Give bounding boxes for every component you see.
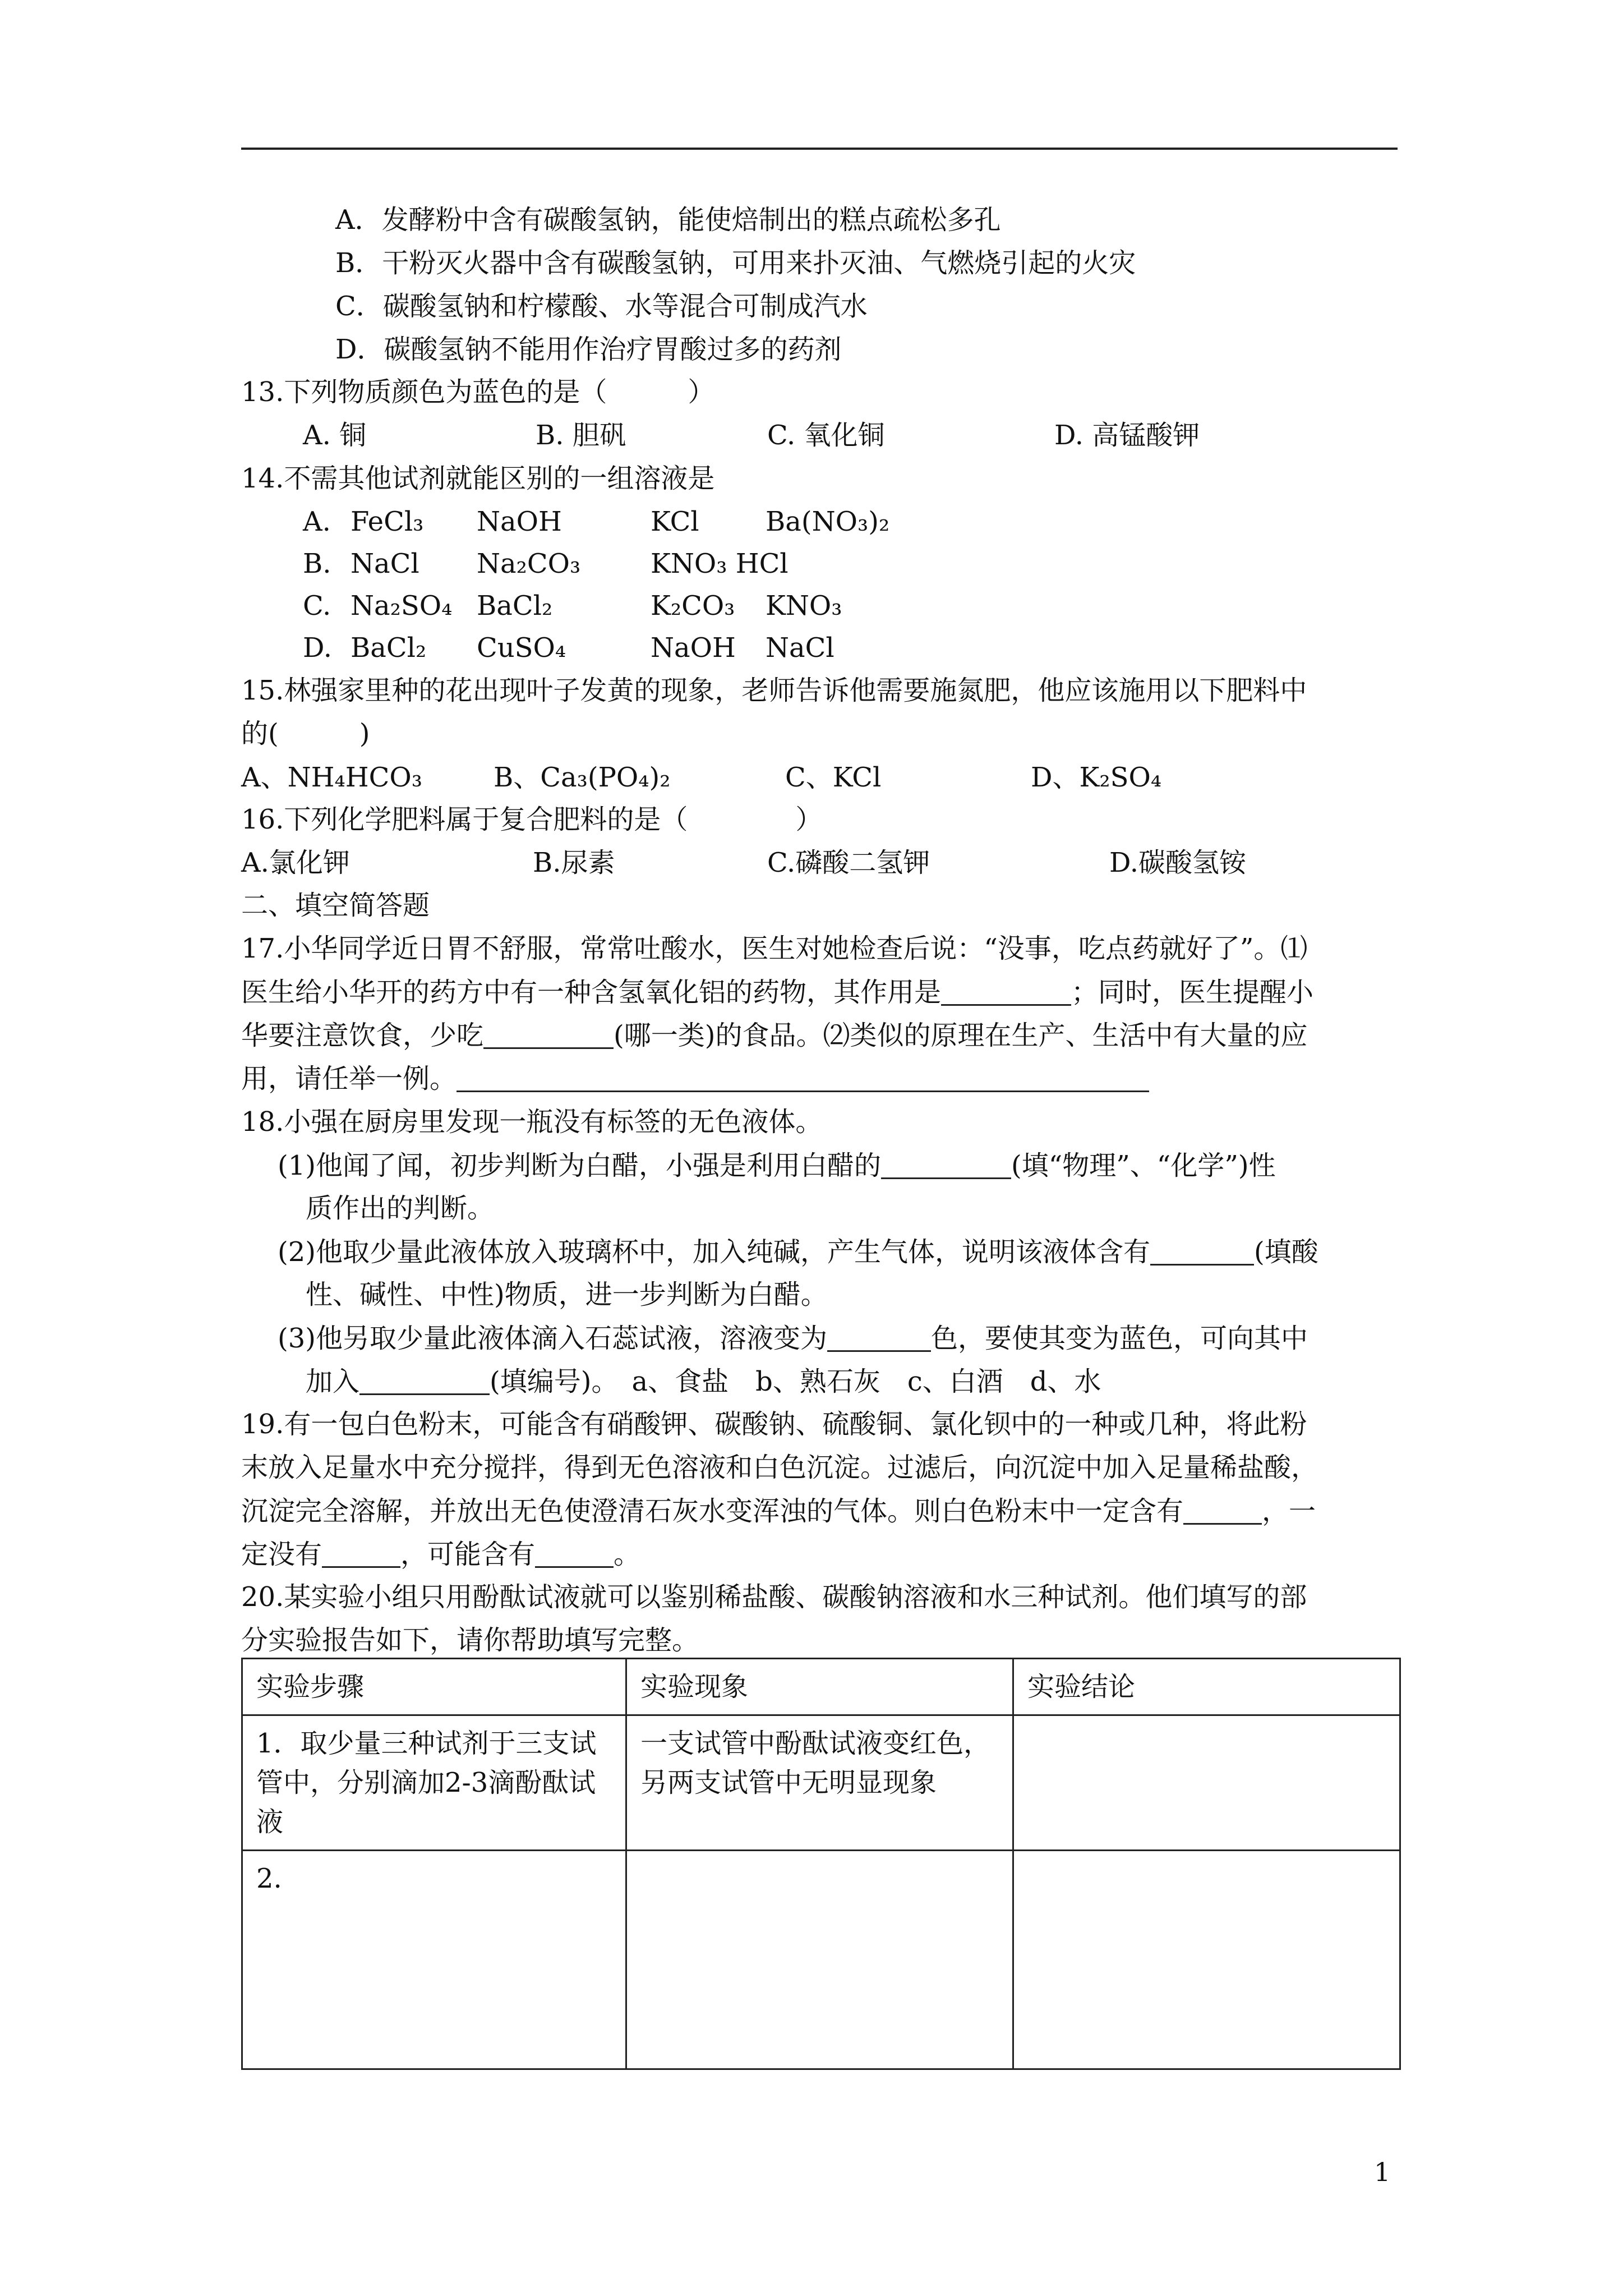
- q18-part3-cont: [306, 1368, 1101, 1395]
- q20-line1: 20.某实验小组只用酚酞试液就可以鉴别稀盐酸、碳酸钠溶液和水三种试剂。他们填写的部: [241, 1581, 1307, 1613]
- q14-row-a-item: KCl: [651, 506, 699, 537]
- table-cell[interactable]: [1013, 1851, 1400, 2069]
- q18-text: (3)他另取少量此液体滴入石蕊试液，溶液变为: [278, 1323, 827, 1354]
- experiment-report-table: [241, 1658, 1401, 2070]
- q14-row-a-item: Ba(NO₃)₂: [766, 506, 890, 537]
- q18-text: 加入: [306, 1366, 360, 1397]
- q14-row-b-label: B.: [303, 548, 331, 579]
- q16-stem: 16.下列化学肥料属于复合肥料的是（ ）: [241, 804, 823, 835]
- q12-option-a: A．发酵粉中含有碳酸氢钠，能使焙制出的糕点疏松多孔: [335, 204, 1001, 236]
- q18-part2-cont: 性、碱性、中性)物质，进一步判断为白醋。: [306, 1279, 828, 1310]
- q14-row-d-item: NaCl: [766, 632, 834, 664]
- answer-blank[interactable]: [827, 1324, 931, 1352]
- q20-line2: 分实验报告如下，请你帮助填写完整。: [241, 1625, 699, 1656]
- q19-text: ，可能含有: [400, 1539, 536, 1570]
- table-header-cell: 实验步骤: [242, 1659, 626, 1715]
- answer-blank[interactable]: [881, 1152, 1011, 1179]
- q14-row-c-item: Na₂SO₄: [351, 590, 453, 622]
- q14-stem: 14.不需其他试剂就能区别的一组溶液是: [241, 463, 715, 494]
- q14-row-c-item: K₂CO₃: [651, 590, 735, 622]
- q15-option-c: C、KCl: [785, 762, 882, 793]
- q15-option-a: A、NH₄HCO₃: [241, 762, 422, 793]
- answer-blank[interactable]: [457, 1065, 1149, 1092]
- table-row: [242, 1851, 1400, 2069]
- q19-line1: 19.有一包白色粉末，可能含有硝酸钾、碳酸钠、硫酸铜、氯化钡中的一种或几种，将此粉: [241, 1409, 1307, 1440]
- q17-text: 华要注意饮食，少吃: [241, 1020, 484, 1051]
- q19-text: 定没有: [241, 1539, 322, 1570]
- table-cell: 1．取少量三种试剂于三支试管中，分别滴加2-3滴酚酞试液: [242, 1715, 626, 1851]
- q16-option-b: B.尿素: [533, 847, 615, 878]
- q19-line3: [241, 1497, 1316, 1525]
- q13-option-b: B. 胆矾: [536, 420, 626, 451]
- q14-row-b-item: KNO₃ HCl: [651, 548, 789, 579]
- q13-stem: 13.下列物质颜色为蓝色的是（ ）: [241, 376, 715, 408]
- q17-text: ；同时，医生提醒小: [1071, 977, 1314, 1008]
- table-cell[interactable]: [1013, 1715, 1400, 1851]
- q14-row-d-item: CuSO₄: [477, 632, 566, 664]
- q15-option-b: B、Ca₃(PO₄)₂: [494, 762, 671, 793]
- q13-option-c: C. 氧化铜: [767, 420, 885, 451]
- table-row: [242, 1715, 1400, 1851]
- q18-part1-cont: 质作出的判断。: [306, 1193, 495, 1224]
- q15-stem-line1: 15.林强家里种的花出现叶子发黄的现象，老师告诉他需要施氮肥，他应该施用以下肥料中: [241, 675, 1307, 706]
- q18-text: (1)他闻了闻，初步判断为白醋，小强是利用白醋的: [278, 1150, 881, 1181]
- q18-part1: [278, 1152, 1276, 1179]
- q18-part2: [278, 1238, 1318, 1266]
- q14-row-d-label: D.: [303, 632, 333, 664]
- q14-row-a-item: NaOH: [477, 506, 562, 537]
- table-cell[interactable]: 2.: [242, 1851, 626, 2069]
- q17-line4: [241, 1065, 1149, 1092]
- answer-blank[interactable]: [1150, 1238, 1254, 1266]
- q18-text: (填酸: [1254, 1236, 1318, 1268]
- q17-text: 医生给小华开的药方中有一种含氢氧化铝的药物，其作用是: [241, 977, 942, 1008]
- q18-text: 色，要使其变为蓝色，可向其中: [931, 1323, 1308, 1354]
- q16-option-a: A.氯化钾: [241, 847, 350, 878]
- table-header-cell: 实验现象: [626, 1659, 1013, 1715]
- q19-text: ，一: [1262, 1496, 1316, 1527]
- q15-stem-line2: 的( ): [241, 718, 370, 749]
- q18-part3: [278, 1324, 1308, 1352]
- q12-option-c: C．碳酸氢钠和柠檬酸、水等混合可制成汽水: [335, 291, 868, 322]
- q18-text: (填编号)。 a、食盐 b、熟石灰 c、白酒 d、水: [490, 1366, 1101, 1397]
- q17-line1: 17.小华同学近日胃不舒服，常常吐酸水，医生对她检查后说：“没事，吃点药就好了”。⑴: [241, 933, 1308, 964]
- table-cell: 一支试管中酚酞试液变红色，另两支试管中无明显现象: [626, 1715, 1013, 1851]
- q14-row-a-item: FeCl₃: [351, 506, 424, 537]
- q13-option-d: D. 高锰酸钾: [1054, 420, 1200, 451]
- q16-option-d: D.碳酸氢铵: [1109, 847, 1247, 878]
- answer-blank[interactable]: [1183, 1497, 1262, 1525]
- q15-option-d: D、K₂SO₄: [1031, 762, 1162, 793]
- table-header-cell: 实验结论: [1013, 1659, 1400, 1715]
- q19-text: 沉淀完全溶解，并放出无色使澄清石灰水变浑浊的气体。则白色粉末中一定含有: [241, 1496, 1184, 1527]
- q13-option-a: A. 铜: [303, 420, 367, 451]
- answer-blank[interactable]: [359, 1368, 490, 1395]
- q12-option-d: D．碳酸氢钠不能用作治疗胃酸过多的药剂: [335, 334, 842, 365]
- q14-row-c-item: KNO₃: [766, 590, 842, 622]
- section-title: 二、填空简答题: [241, 890, 430, 921]
- answer-blank[interactable]: [483, 1022, 614, 1049]
- table-header-row: [242, 1659, 1400, 1715]
- q18-text: (2)他取少量此液体放入玻璃杯中，加入纯碱，产生气体，说明该液体含有: [278, 1236, 1150, 1268]
- q19-text: 。: [614, 1539, 641, 1570]
- answer-blank[interactable]: [322, 1540, 400, 1568]
- q19-line4: [241, 1540, 640, 1568]
- table-cell[interactable]: [626, 1851, 1013, 2069]
- answer-blank[interactable]: [535, 1540, 614, 1568]
- q14-row-c-label: C.: [303, 590, 331, 622]
- q18-stem: 18.小强在厨房里发现一瓶没有标签的无色液体。: [241, 1106, 823, 1138]
- q14-row-a-label: A.: [303, 506, 331, 537]
- q18-text: (填“物理”、“化学”)性: [1011, 1150, 1276, 1181]
- q17-line2: [241, 978, 1313, 1006]
- q16-option-c: C.磷酸二氢钾: [767, 847, 930, 878]
- q17-text: (哪一类)的食品。⑵类似的原理在生产、生活中有大量的应: [614, 1020, 1308, 1051]
- header-rule: [241, 148, 1398, 150]
- answer-blank[interactable]: [941, 978, 1071, 1006]
- q14-row-c-item: BaCl₂: [477, 590, 553, 622]
- q14-row-d-item: NaOH: [651, 632, 736, 664]
- q14-row-d-item: BaCl₂: [351, 632, 427, 664]
- q17-line3: [241, 1022, 1307, 1049]
- q14-row-b-item: NaCl: [351, 548, 419, 579]
- q14-row-b-item: Na₂CO₃: [477, 548, 581, 579]
- q12-option-b: B．干粉灭火器中含有碳酸氢钠，可用来扑灭油、气燃烧引起的火灾: [335, 247, 1136, 279]
- q19-line2: 末放入足量水中充分搅拌，得到无色溶液和白色沉淀。过滤后，向沉淀中加入足量稀盐酸，: [241, 1452, 1318, 1483]
- page-number: 1: [1374, 2157, 1391, 2187]
- q17-text: 用，请任举一例。: [241, 1063, 457, 1094]
